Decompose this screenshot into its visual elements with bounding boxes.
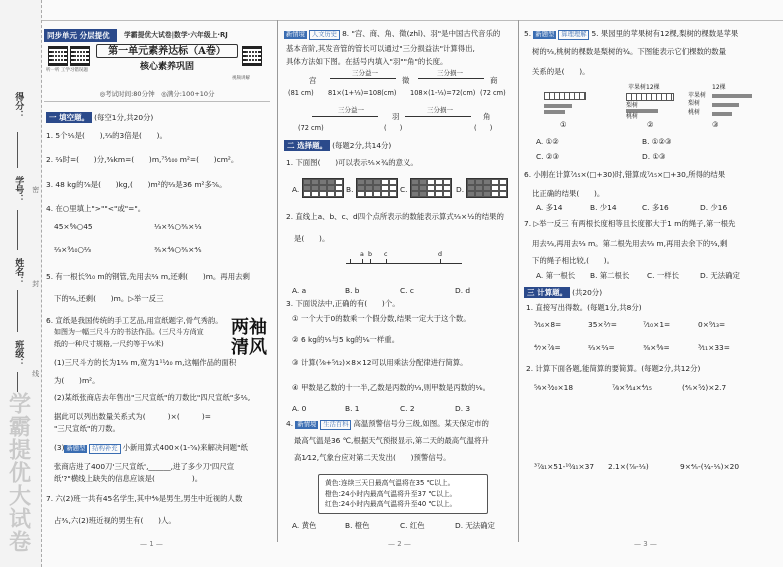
c1-q5b: 下的⅖,还剩( )m。▷举一反三: [54, 294, 164, 303]
c2-q2-opt-b: B. b: [345, 286, 360, 295]
c2-q4-opt-b: B. 橙色: [345, 521, 370, 530]
c3-q7-opt-b: B. 第二根长: [590, 271, 630, 280]
c3-calc-q1: 1. 直接写出得数。(每题1分,共8分): [526, 303, 642, 312]
calc3-2: ⁷⁄₈×⁹⁄₁₄×⁴⁄₁₅: [612, 383, 652, 392]
c3-q5-tag2: 算理理解: [558, 30, 589, 40]
flow-yu: 羽: [392, 112, 400, 121]
c2-q3-3: ③ 计算(⁷⁄₈+⁵⁄₁₂)×8×12可以用乘法分配律进行简算。: [292, 358, 468, 367]
flow-arrow-1: [330, 78, 396, 79]
qr-code-right: [242, 46, 262, 66]
calligraphy-artwork: 两袖清风: [231, 317, 267, 358]
calc2-2: ⅔×⅔=: [588, 343, 615, 352]
tick-a: [362, 259, 363, 264]
fig1-label: ①: [560, 120, 567, 129]
tick-d: [440, 259, 441, 264]
calc3-3: (⅘×⁵⁄₂)×2.7: [682, 383, 727, 392]
unit-tag: 同步单元 分层提优: [44, 29, 117, 42]
section-2-note: (每题2分,共14分): [332, 141, 392, 150]
c3-q5-tag: 新题型: [535, 31, 555, 38]
page-number-2: — 2 —: [388, 540, 411, 549]
fig3-bar-apple: [712, 94, 752, 98]
c1-q1: 1. 5个⅕是( ),⅔的3倍是( )。: [46, 131, 167, 140]
c1-q6-3-tag: 新题型: [66, 445, 86, 452]
cut-mark-1: 密: [31, 186, 40, 193]
id-label: 学号：: [13, 176, 24, 203]
qr-left-label: 听一听 工学习错误题: [46, 68, 88, 73]
c2-q8c: 具体方法如下图。在括号内填入"羽""角"的长度。: [286, 57, 448, 66]
flow-op-4: 三分损一: [427, 106, 453, 114]
fig1-bar-pear: [544, 104, 572, 108]
calc1-2: 35×²⁄₇=: [588, 320, 617, 329]
c2-q3-1: ① 一个大于0的数乘一个假分数,结果一定大于这个数。: [292, 314, 471, 323]
c2-q2-opt-c: C. c: [400, 286, 414, 295]
fig3-apple-label: 苹果树: [688, 92, 707, 99]
c2-q1: 1. 下面图( )可以表示⅖×¾的意义。: [286, 158, 418, 167]
tick-b: [370, 259, 371, 264]
c2-q3-4: ④ 甲数是乙数的十一半,乙数是丙数的⅓,则甲数是丙数的⅙。: [292, 383, 490, 392]
exam-info: ◎考试时间:80分钟 ◎满分:100+10分: [44, 90, 270, 102]
flow-jue: 角: [483, 112, 491, 121]
point-c: c: [384, 251, 388, 258]
calc3-1: ⁵⁄₉×³⁄₂₀×18: [534, 383, 574, 392]
fig3-bar-peach: [712, 112, 732, 116]
c2-q8: 8. "宫、商、角、徵(zhǐ)、羽"是中国古代音乐的: [342, 29, 501, 38]
c2-q3-opt-c: C. 2: [400, 404, 415, 413]
brand-watermark: 学霸提优大试卷: [5, 392, 32, 553]
c2-q3-2: ② 6 kg的⅕与5 kg的⅙一样重。: [292, 335, 400, 344]
point-d: d: [438, 251, 442, 258]
book-subtitle: 学霸提优大试卷|数学·六年级上·RJ: [124, 31, 228, 39]
c3-q5: 5. 果园里的苹果树有12棵,梨树的棵数是苹果: [591, 29, 739, 38]
calc4-1: ³⁷⁄₄₁×51-¹⁰⁄₄₁×37: [534, 462, 595, 471]
flow-gong: 宫: [309, 76, 317, 85]
point-a: a: [360, 251, 364, 258]
c2-q2: 2. 直线上a、b、c、d四个点所表示的数能表示算式⅔×½的结果的: [286, 212, 504, 221]
calc1-1: ³⁄₁₆×8=: [534, 320, 562, 329]
c1-q6b: 如图为一幅三尺斗方的书法作品。(三尺斗方尚宣: [54, 328, 204, 336]
qr-code-left: [48, 46, 68, 66]
section-2-heading: [284, 140, 391, 151]
fig3-label: ③: [712, 120, 719, 129]
c1-q6-2b: 据此可以列出数量关系式为( )×( )=: [54, 412, 211, 421]
c1-q4-item-4: ⅗×⁴⁄₉○⅗×⅘: [154, 245, 202, 254]
c2-q8-tag2: 人文历史: [309, 30, 340, 40]
c2-q8b: 基本音阶,其发音管的管长可以通过"三分损益法"计算得出,: [286, 44, 475, 53]
fig1-bar-peach: [544, 110, 565, 114]
c2-q2-opt-d: D. d: [455, 286, 471, 295]
warning-red: 红色:24小时内最高气温将升至40 ℃以上。: [325, 500, 457, 509]
cut-mark-2: 封: [31, 280, 40, 287]
flow-yu-answer: ( ): [384, 124, 403, 132]
fig3-pear-label: 梨树: [688, 100, 701, 107]
flow-calc-2: 108×(1-⅓)=72(cm): [410, 89, 476, 97]
section-1-label: 一 填空题。: [46, 112, 92, 123]
c2-q1-grid-b: [356, 178, 398, 198]
c3-q5-line: 5. 新题型 算理理解 5. 果园里的苹果树有12棵,梨树的棵数是苹果: [524, 29, 739, 38]
flow-jue-answer: ( ): [474, 124, 493, 132]
unit-title: 第一单元素养达标（A卷）: [96, 44, 238, 58]
qr-right-label: 视频讲解: [232, 76, 250, 81]
point-b: b: [368, 251, 372, 258]
c2-q3: 3. 下面说法中,正确的有( )个。: [286, 299, 400, 308]
c1-q6-3c: 纸'?"横线上缺失的信息应该是( )。: [54, 474, 203, 483]
section-3-label: 三 计算题。: [524, 287, 570, 298]
flow-arrow-2: [418, 78, 484, 79]
c2-q4-tag: 新情境: [297, 421, 317, 428]
c1-q6: 6. 宣纸是我国传统的手工艺品,用宣纸题字,骨气秀韵。: [46, 316, 223, 325]
fig2-label: ②: [647, 120, 654, 129]
section-1-heading: [46, 112, 153, 123]
tick-c: [386, 259, 387, 264]
c2-q3-opt-b: B. 1: [345, 404, 360, 413]
c3-q5c: 关系的是( )。: [532, 67, 590, 76]
qr-code-left-2: [70, 46, 90, 66]
c3-q7b: 用去⅔,再用去⅔ m。第二根先用去⅔ m,再用去余下的⅔,剩: [532, 239, 728, 248]
c2-q8-line: [284, 29, 500, 40]
c3-q7c: 下的绳子相比较,( )。: [532, 256, 615, 265]
flow-op-1: 三分益一: [352, 69, 378, 77]
c2-q3-opt-d: D. 3: [455, 404, 471, 413]
class-label: 班级：: [13, 340, 24, 367]
c2-q1-opt-b: B.: [346, 185, 354, 194]
calc2-1: ⁴⁄₇×⁷⁄₈=: [534, 343, 561, 352]
fig3-peach-label: 桃树: [688, 109, 701, 116]
c1-q4-item-2: ⅓×⅗○⅗×⅓: [154, 222, 202, 231]
c3-q6: 6. 小刚在计算⁷⁄₁₅×(□+30)时,错算成⁷⁄₁₅×□+30,所得的结果: [524, 170, 726, 179]
c2-q4-line: 4. 新情境 生活百科 高温预警信号分三级,如图。某天保定市的: [286, 419, 489, 428]
c3-q5-opt-d: D. ①③: [642, 152, 666, 161]
unit-subtitle: 核心素养巩固: [139, 62, 194, 72]
calc4-3: 9×⅘-(¼-⅕)×20: [680, 462, 740, 471]
flow-start-val: (72 cm): [298, 124, 324, 132]
c3-q7: 7. ▷举一反三 有两根长度相等且长度都大于1 m的绳子,第一根先: [524, 219, 736, 228]
calc1-4: 0×⁹⁄₁₃=: [698, 320, 726, 329]
c2-q4-opt-c: C. 红色: [400, 521, 425, 530]
fig2-bar-apple: [626, 93, 674, 101]
calc4-2: 2.1×(⅞-⅓): [608, 462, 649, 471]
c3-q6-opt-b: B. 少14: [590, 203, 617, 212]
c2-q2b: 是( )。: [294, 234, 330, 243]
c2-q4-opt-d: D. 无法确定: [455, 521, 495, 530]
flow-shang-val: (72 cm): [480, 89, 506, 97]
c1-q4: 4. 在○里填上">""<"或"="。: [46, 204, 146, 213]
c3-q5b: 树的⅔,桃树的棵数是梨树的¾。下图能表示它们棵数的数量: [532, 47, 727, 56]
c1-q7b: 占⅗,六(2)班近视的男生有( )人。: [54, 516, 176, 525]
c3-q6b: 比正确的结果( )。: [532, 189, 605, 198]
c1-q6-2: (2)某纸张商店去年售出"三尺宣纸"的刀数比"四尺宣纸"多⅖,: [54, 393, 251, 402]
c2-q1-grid-d: [466, 178, 508, 198]
c2-q4-opt-a: A. 黄色: [292, 521, 317, 530]
unit-header: [44, 29, 270, 42]
flow-arrow-3: [312, 116, 378, 117]
c1-q6-1: (1)三尺斗方的长为1⅔ m,宽为1¹¹⁄₂₀ m,这幅作品的面积: [54, 358, 237, 367]
c1-q6-1b: 为( )m²。: [54, 376, 100, 385]
c2-q1-opt-d: D.: [456, 185, 465, 194]
c1-q6-3-tag2: 结构补充: [89, 444, 120, 454]
c2-q1-grid-a: [302, 178, 344, 198]
flow-op-2: 三分损一: [437, 69, 463, 77]
c1-q4-item-3: ⅔×⁹⁄₁₀○⅔: [54, 245, 92, 254]
warning-yellow: 黄色:连续三天日最高气温将在35 ℃以上。: [325, 479, 455, 487]
flow-zhi: 徵: [402, 76, 410, 85]
calc2-4: ³⁄₁₁×33=: [698, 343, 730, 352]
flow-op-3: 三分益一: [338, 106, 364, 114]
c3-q5-opt-a: A. ①②: [536, 137, 559, 146]
c3-q7-opt-c: C. 一样长: [647, 271, 680, 280]
c1-q3: 3. 48 kg的⅞是( )kg,( )m²的⅔是36 m²多⅚。: [46, 180, 227, 189]
c1-q6c: 纸的一种尺寸规格,一尺约等于⅓米): [54, 340, 164, 348]
name-line: [17, 290, 18, 332]
flow-gong-val: (81 cm): [288, 89, 314, 97]
fig2-peach-label: 桃树: [626, 113, 639, 120]
class-line: [17, 372, 18, 392]
fig2-title: 苹果树12棵: [628, 84, 660, 91]
name-label: 姓名：: [13, 258, 24, 285]
page-number-3: — 3 —: [634, 540, 657, 549]
c1-q5: 5. 有一根长⁹⁄₁₀ m的钢管,先用去⅔ m,还剩( )m。再用去剩: [46, 272, 250, 281]
c1-q2: 2. ⅔时=( )分,⅜km=( )m,⁷⁵⁄₁₀₀ m²=( )cm²。: [46, 155, 239, 164]
c3-q6-opt-c: C. 多16: [642, 203, 669, 212]
warning-orange: 橙色:24小时内最高气温将升至37 ℃以上。: [325, 489, 457, 498]
calc1-3: ⁷⁄₁₀×1=: [643, 320, 671, 329]
c2-q3-opt-a: A. 0: [292, 404, 307, 413]
cut-mark-3: 线: [31, 370, 40, 377]
c2-q1-opt-a: A.: [292, 185, 300, 194]
section-1-note: (每空1分,共20分): [94, 113, 154, 122]
page-number-1: — 1 —: [140, 540, 163, 549]
score-line: [17, 132, 18, 168]
column-divider-2: [518, 20, 519, 542]
fig2-pear-label: 梨树: [626, 102, 639, 109]
score-label: 得分：: [13, 92, 24, 119]
id-line: [17, 210, 18, 250]
c1-q6-3-text: 小新用算式400×(1-⅝)来解决问题"纸: [122, 443, 248, 452]
column-divider-1: [277, 20, 278, 542]
fig3-qty: 12棵: [712, 84, 726, 91]
section-3-note: (共20分): [572, 288, 603, 297]
warning-box: [318, 474, 488, 514]
calc2-3: ⅜×⁸⁄₉=: [643, 343, 670, 352]
section-3-heading: [524, 287, 602, 298]
c1-q4-item-1: 45×⁸⁄₉○45: [54, 222, 93, 231]
c2-q1-opt-c: C.: [400, 185, 408, 194]
c1-q6-3: (3) 新题型 结构补充 小新用算式400×(1-⅝)来解决问题"纸: [54, 443, 248, 452]
flow-shang: 商: [490, 76, 498, 85]
c1-q6-2c: "三尺宣纸"的刀数。: [54, 424, 120, 433]
flow-arrow-4: [405, 116, 471, 117]
c3-calc-q2: 2. 计算下面各题,能简算的要简算。(每题2分,共12分): [526, 364, 701, 373]
number-line: [346, 263, 462, 264]
c3-q7-opt-d: D. 无法确定: [700, 271, 740, 280]
c3-q6-opt-a: A. 多14: [536, 203, 563, 212]
fig3-bar-pear: [712, 103, 739, 107]
c3-q7-opt-a: A. 第一根长: [536, 271, 576, 280]
c2-q4: 高温预警信号分三级,如图。某天保定市的: [353, 419, 489, 428]
binding-strip: [0, 0, 42, 567]
c1-q7: 7. 六(2)班一共有45名学生,其中⁴⁄₉是男生,男生中近视的人数: [46, 494, 243, 503]
section-2-label: 二 选择题。: [284, 140, 330, 151]
c2-q4c: 高1⁄12,气象台应对第二天发出( )预警信号。: [294, 453, 451, 462]
c3-q6-opt-d: D. 少16: [700, 203, 728, 212]
c2-q8-tag: 新情境: [286, 31, 305, 38]
c2-q2-opt-a: A. a: [292, 286, 307, 295]
flow-calc-1: 81×(1+⅓)=108(cm): [328, 89, 397, 97]
c2-q1-grid-c: [410, 178, 452, 198]
tick-0: [350, 259, 351, 264]
c1-q6-3b: 张商店进了400刀'三尺宣纸',______,进了多少刀'四尺宣: [54, 462, 235, 471]
c3-q5-opt-c: C. ②③: [536, 152, 560, 161]
c2-q4b: 最高气温是36 ℃,根据天气预报显示,第二天的最高气温将升: [294, 436, 489, 445]
fig1-bar-apple: [544, 92, 586, 100]
c3-q5-opt-b: B. ①②③: [642, 137, 672, 146]
top-rule: [42, 20, 783, 21]
c2-q4-tag2: 生活百科: [320, 420, 351, 430]
